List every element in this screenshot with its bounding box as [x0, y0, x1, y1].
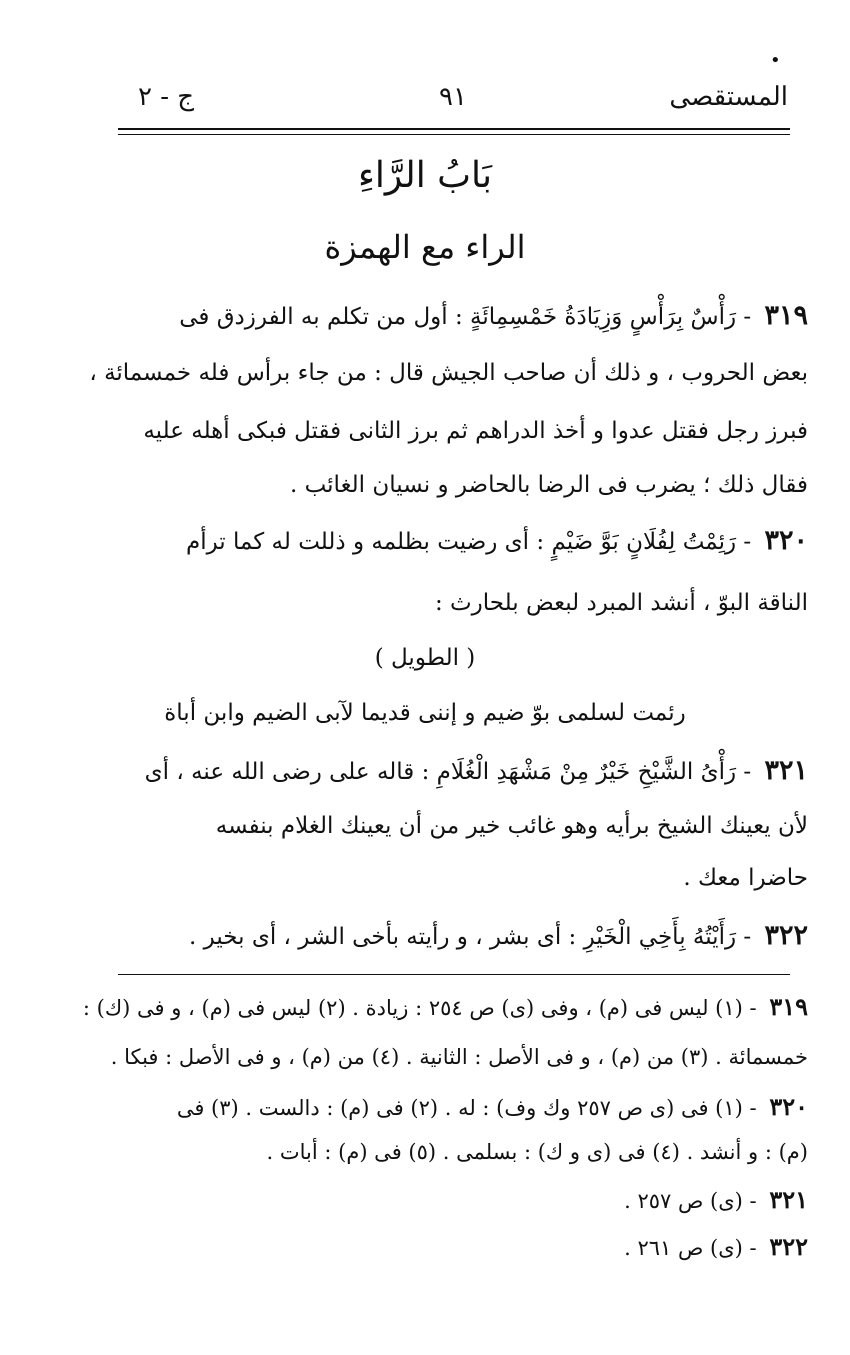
chapter-title: بَابُ الرَّاءِ — [357, 155, 493, 196]
running-header — [118, 82, 788, 122]
entry-line: الناقة البوّ ، أنشد المبرد لبعض بلحارث : — [434, 590, 808, 616]
entry-text: رَأَيْتُهُ بِأَخِي الْخَيْرِ : أى بشر ، و رأيته بأخى الشر ، أى بخير . — [189, 924, 737, 950]
book-title: المستقصى — [669, 82, 788, 112]
entry-line: فبرز رجل فقتل عدوا و أخذ الدراهم ثم برز الثانى فقتل فبكى أهله عليه — [143, 418, 808, 444]
footnote-number: ٣٢١ — [769, 1185, 808, 1214]
entry-line: ٣٢٠ - رَئِمْتُ لِفُلَانٍ بَوَّ ضَيْمٍ : أى رضيت بظلمه و ذللت له كما ترأم — [185, 525, 808, 556]
entry-line: بعض الحروب ، و ذلك أن صاحب الجيش قال : من جاء برأس فله خمسمائة ، — [89, 360, 808, 386]
header-rule — [118, 128, 790, 130]
footnote-separator — [118, 974, 790, 975]
verse: رئمت لسلمى بوّ ضيم و إننى قديما لآبى الضيم وابن أباة — [164, 700, 686, 726]
entry-line: ٣٢١ - رَأْىُ الشَّيْخِ خَيْرٌ مِنْ مَشْهَدِ الْغُلَامِ : قاله على رضى الله عنه ، أى — [144, 755, 808, 786]
footnote-line: خمسمائة . (٣) من (م) ، و فى الأصل : الثانية . (٤) من (م) ، و فى الأصل : فبكا . — [110, 1045, 808, 1069]
footnote-number: ٣١٩ — [769, 992, 808, 1021]
footnote-text: (١) ليس فى (م) ، وفى (ى) ص ٢٥٤ : زيادة . (٢) ليس فى (م) ، و فى (ك) : — [82, 996, 743, 1020]
entry-text: رَأْىُ الشَّيْخِ خَيْرٌ مِنْ مَشْهَدِ الْغُلَامِ : قاله على رضى الله عنه ، أى — [144, 759, 737, 785]
footnote-line: (م) : و أنشد . (٤) فى (ى و ك) : بسلمى . (٥) فى (م) : أبات . — [266, 1140, 808, 1164]
section-title: الراء مع الهمزة — [324, 228, 526, 266]
footnote-text: (ى) ص ٢٥٧ . — [624, 1189, 743, 1213]
entry-number: ٣٢١ — [764, 755, 808, 786]
entry-text: رَأْسٌ بِرَأْسٍ وَزِيَادَةُ خَمْسِمِائَةٍ : أول من تكلم به الفرزدق فى — [179, 304, 737, 330]
entry-line: لأن يعينك الشيخ برأيه وهو غائب خير من أن يعينك الغلام بنفسه — [215, 813, 808, 839]
entry-number: ٣٢٠ — [764, 525, 808, 556]
footnote-text: (ى) ص ٢٦١ . — [624, 1236, 743, 1260]
footnote-line: ٣١٩ - (١) ليس فى (م) ، وفى (ى) ص ٢٥٤ : زيادة . (٢) ليس فى (م) ، و فى (ك) : — [82, 992, 808, 1021]
footnote-number: ٣٢٠ — [769, 1092, 808, 1121]
entry-line: ٣١٩ - رَأْسٌ بِرَأْسٍ وَزِيَادَةُ خَمْسِمِائَةٍ : أول من تكلم به الفرزدق فى — [179, 300, 808, 331]
footnote-number: ٣٢٢ — [769, 1232, 808, 1261]
header-rule-thin — [118, 134, 790, 135]
page-mark: • — [770, 50, 781, 71]
footnote-line: ٣٢١ - (ى) ص ٢٥٧ . — [624, 1185, 808, 1214]
footnote-line: ٣٢٢ - (ى) ص ٢٦١ . — [624, 1232, 808, 1261]
entry-line: فقال ذلك ؛ يضرب فى الرضا بالحاضر و نسيان الغائب . — [289, 472, 808, 498]
entry-text: رَئِمْتُ لِفُلَانٍ بَوَّ ضَيْمٍ : أى رضيت بظلمه و ذللت له كما ترأم — [185, 529, 737, 555]
entry-number: ٣١٩ — [764, 300, 808, 331]
volume-label: ج - ٢ — [138, 82, 195, 112]
meter-label: ( الطويل ) — [374, 645, 476, 671]
entry-number: ٣٢٢ — [764, 920, 808, 951]
entry-line: حاضرا معك . — [683, 865, 808, 891]
footnote-line: ٣٢٠ - (١) فى (ى ص ٢٥٧ وك وف) : له . (٢) فى (م) : دالست . (٣) فى — [176, 1092, 808, 1121]
entry-line: ٣٢٢ - رَأَيْتُهُ بِأَخِي الْخَيْرِ : أى بشر ، و رأيته بأخى الشر ، أى بخير . — [189, 920, 808, 951]
footnote-text: (١) فى (ى ص ٢٥٧ وك وف) : له . (٢) فى (م) : دالست . (٣) فى — [176, 1096, 743, 1120]
page-number: ٩١ — [439, 82, 467, 112]
